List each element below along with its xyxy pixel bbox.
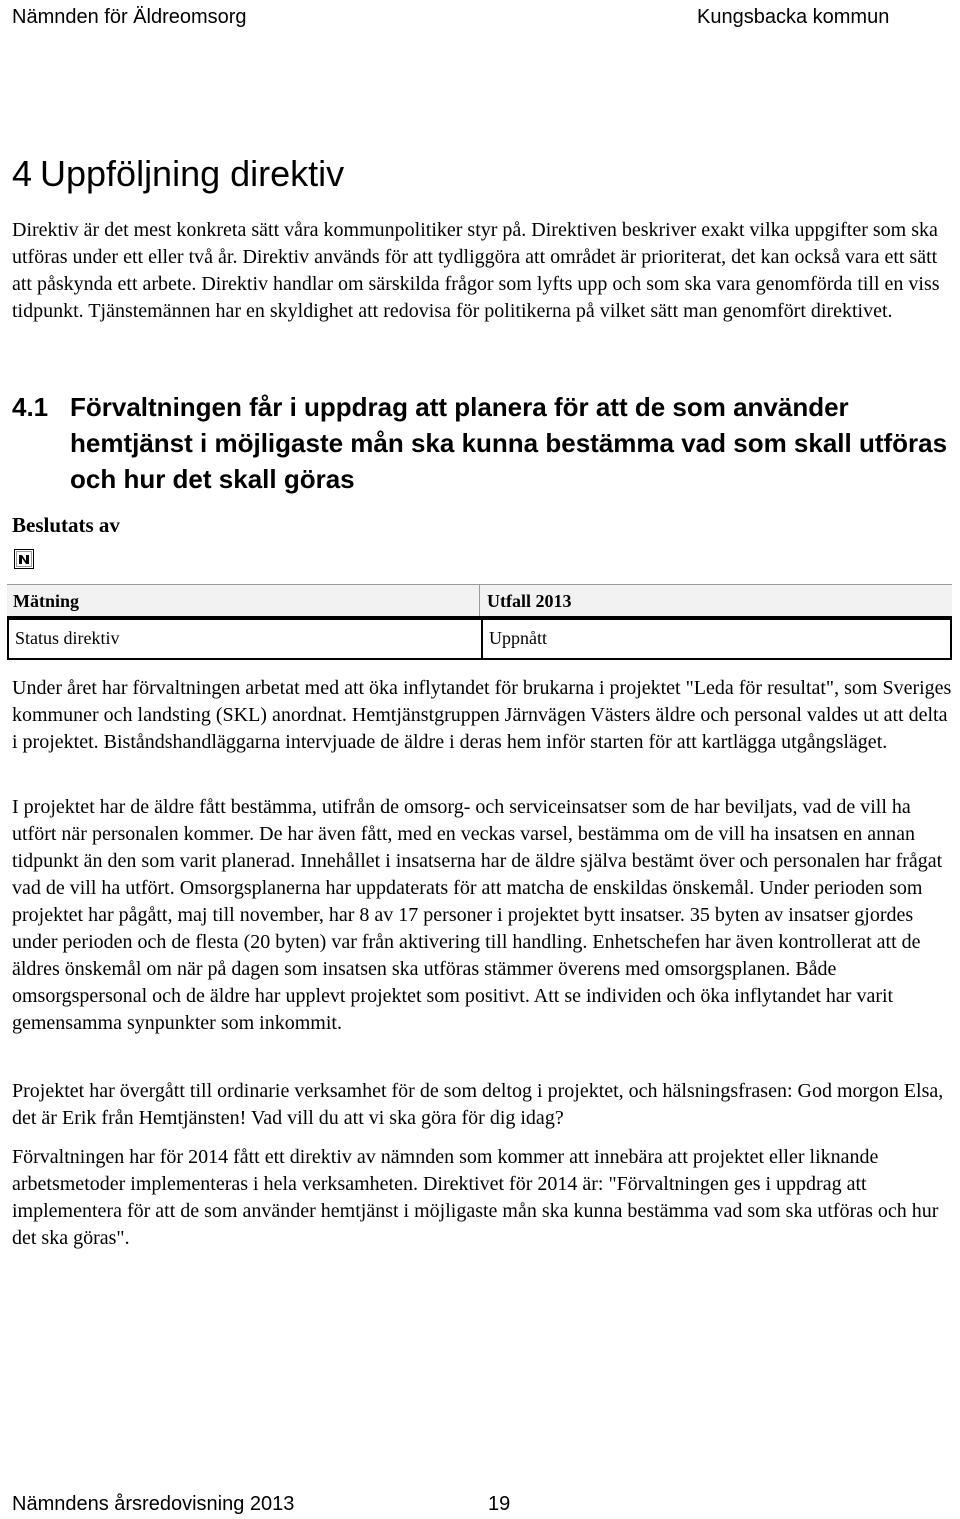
section-heading [12,150,344,198]
decided-by-label: Beslutats av [12,513,120,537]
measurement-table-row [7,620,952,660]
header-municipality-name: Kungsbacka kommun [697,6,890,28]
page-number: 19 [488,1493,511,1515]
header-cell-outcome: Utfall 2013 [487,591,572,611]
cell-status-label: Status direktiv [15,628,120,648]
column-divider [479,585,480,616]
n-status-icon [14,549,34,569]
body-paragraph: Förvaltningen har för 2014 fått ett direktiv av nämnden som kommer att innebära att projektet eller liknande arbetsmetoder implementeras i hela verksamheten. Direktivet för 2014 är: "Förvaltningen ges i uppdrag att implementera för att de som använder hemtjänst i möjligaste mån ska kunna bestämma vad som ska utföras och hur det ska göras". [12,1146,939,1249]
column-divider [481,620,483,658]
body-paragraph: Under året har förvaltningen arbetat med att öka inflytandet för brukarna i projektet "Leda för resultat", som Sveriges kommuner och landsting (SKL) anordnat. Hemtjänstgruppen Järnvägen Västers äldre och personal valdes ut att delta i projektet. Biståndshandläggarna intervjuade de äldre i deras hem inför starten för att kartlägga utgångsläget. [12,677,952,753]
header-committee-name: Nämnden för Äldreomsorg [12,6,247,28]
section-number: 4 [12,153,33,194]
header-cell-measurement: Mätning [13,591,80,611]
subsection-number: 4.1 [12,392,49,422]
subsection-title: Förvaltningen får i uppdrag att planera för att de som använder hemtjänst i möjligaste mån ska kunna bestämma vad som skall utföras och hur det skall göras [70,392,948,494]
footer-report-title: Nämndens årsredovisning 2013 [12,1493,295,1515]
section-title: Uppföljning direktiv [40,153,345,194]
measurement-table [7,584,952,660]
section-intro-paragraph: Direktiv är det mest konkreta sätt våra kommunpolitiker styr på. Direktiven beskriver exakt vilka uppgifter som ska utföras under ett eller två år. Direktiv används för att tydliggöra att området är prioriterat, det kan också vara ett sätt att påskynda ett arbete. Direktiv handlar om särskilda frågor som lyfts upp och som ska vara genomförda till en viss tidpunkt. Tjänstemännen har en skyldighet att redovisa för politikerna på vilket sätt man genomfört direktivet. [12,219,940,322]
n-glyph-icon [18,554,30,565]
cell-status-value: Uppnått [489,628,547,648]
subsection-heading [12,389,952,497]
body-paragraph: I projektet har de äldre fått bestämma, utifrån de omsorg- och serviceinsatser som de har beviljats, vad de vill ha utfört när personalen kommer. De har även fått, med en veckas varsel, bestämma om de vill ha insatsen en annan tidpunkt än den som varit planerad. Innehållet i insatserna har de äldre själva bestämt över och personalen har frågat vad de vill ha utfört. Omsorgsplanerna har uppdaterats för att matcha de enskildas önskemål. Under perioden som projektet har pågått, maj till november, har 8 av 17 personer i projektet bytt insatser. 35 byten av insatser gjordes under perioden och de flesta (20 byten) var från aktivering till handling. Enhetschefen har även kontrollerat att de äldres önskemål om när på dagen som insatsen ska utföras stämmer överens med omsorgsplanen. Både omsorgspersonal och de äldre har upplevt projektet som positivt. Att se individen och öka inflytandet har varit gemensamma synpunkter som inkommit. [12,796,943,1034]
body-paragraph: Projektet har övergått till ordinarie verksamhet för de som deltog i projektet, och hälsningsfrasen: God morgon Elsa, det är Erik från Hemtjänsten! Vad vill du att vi ska göra för dig idag? [12,1080,944,1129]
measurement-table-header-row [7,584,952,620]
